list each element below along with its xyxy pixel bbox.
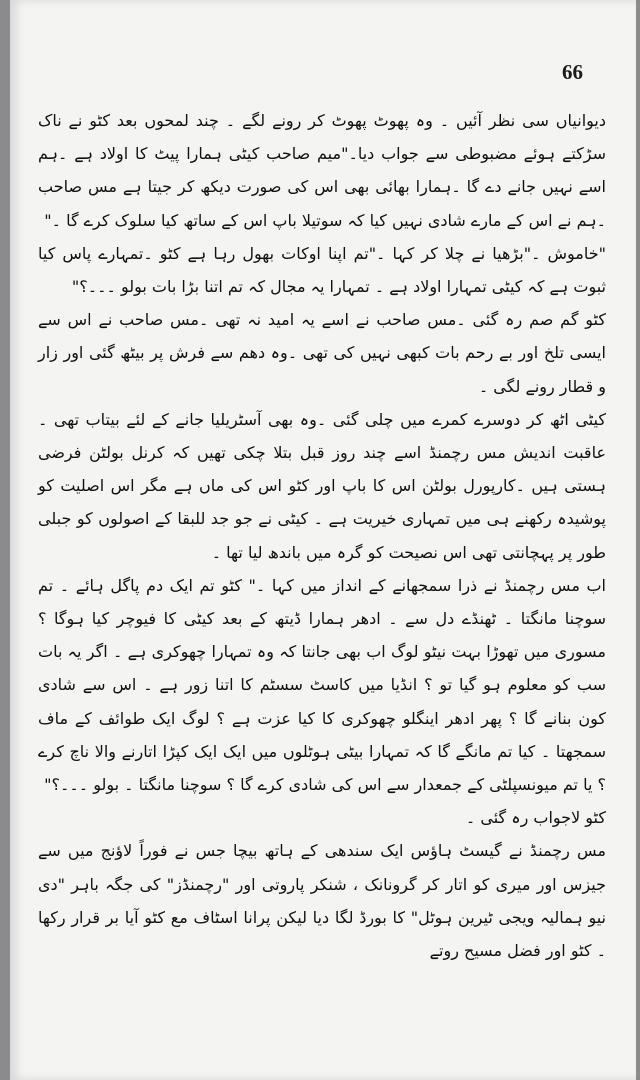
page-number: 66 [562,60,583,84]
paragraph: مس رچمنڈ نے گیسٹ ہاؤس ایک سندھی کے ہاتھ بیچا جس نے فوراً لاؤنج میں سے جیزس اور میری کو اتار کر گرونانک ، شنکر پاروتی اور "رچمنڈز" کی جگہ باہر "دی نیو ہمالیہ ویجی ٹیرین ہوٹل" کا بورڈ لگا دیا لیکن پرانا اسٹاف مع کٹو آیا بر قرار رکھا ۔ کٹو اور فضل مسیح روتے [38,841,606,961]
paragraph: کٹو لاجواب رہ گئی ۔ [465,808,606,828]
paragraph: اب مس رچمنڈ نے ذرا سمجھانے کے انداز میں کہا ۔" کٹو تم ایک دم پاگل ہائے ۔ تم سوچنا مانگتا ۔ ٹھنڈے دل سے ۔ ادھر ہمارا ڈیتھ کے بعد کیٹی کا فیوچر کیا ہوگا ؟ مسوری میں تھوڑا بہت نیٹو لوگ اب بھی جانتا کہ وہ تمہارا چھوکری ہے ۔ اگر یہ بات سب کو معلوم ہو گیا تو ؟ انڈیا میں کاسٹ سسٹم کا اتنا زور ہے ۔ اس سے شادی کون بنانے گا ؟ پھر ادھر اینگلو چھوکری کا کیا عزت ہے ؟ لوگ ایک طوائف کے ماف سمجھتا ۔ کیا تم مانگے گا کہ تمہارا بیٹی ہوٹلوں میں ایک ایک کپڑا اتارنے والا ناچ کرے ؟ یا تم میونسپلٹی کے جمعدار سے اس کی شادی کرے گا ؟ سوچنا مانگتا ۔ بولو ۔۔۔؟" [38,575,606,795]
paragraph: کٹو گم صم رہ گئی ۔مس صاحب نے اسے یہ امید نہ تھی ۔مس صاحب نے اس سے ایسی تلخ اور بے رحم بات کبھی نہیں کی تھی ۔وہ دھم سے فرش پر بیٹھ گئی اور زار و قطار رونے لگی ۔ [38,310,606,396]
paragraph: دیوانیاں سی نظر آئیں ۔ وہ پھوٹ پھوٹ کر رونے لگے ۔ چند لمحوں بعد کٹو نے ناک سڑکتے ہوئے مضبوطی سے جواب دیا۔"میم صاحب کیٹی ہمارا پیٹ کا اولاد ہے ۔ہم اسے نہیں جانے دے گا ۔ہمارا بھائی بھی اس کی صورت دیکھ کر جیتا ہے مس صاحب ۔ہم نے اس کے مارے شادی نہیں کیا کہ سوتیلا باپ اس کے ساتھ کیا سلوک کرے گا ۔" [38,111,606,230]
paragraph: "خاموش ۔"بڑھیا نے چلا کر کہا ۔"تم اپنا اوکات بھول رہا ہے کٹو ۔تمہارے پاس کیا ثبوت ہے کہ کیٹی تمہارا اولاد ہے ۔ تمہارا یہ مجال کہ تم اتنا بڑا بات بولو ۔۔۔؟" [38,243,606,297]
book-page [10,0,636,1080]
page-body-text [38,104,606,967]
paragraph: کیٹی اٹھ کر دوسرے کمرے میں چلی گئی ۔وہ بھی آسٹریلیا جانے کے لئے بیتاب تھی ۔عاقبت اندیش مس رچمنڈ اسے چند روز قبل بتلا چکی تھیں کہ کرنل بولٹن فرضی ہستی ہیں ۔کارپورل بولٹن اس کا باپ اور کٹو اس کی ماں ہے مگر اس اصلیت کو پوشیدہ رکھنے ہی میں تمہاری خیریت ہے ۔ کیٹی نے جو جد للبقا کے اصولوں کو جبلی طور پر پہچانتی تھی اس نصیحت کو گرہ میں باندھ لیا تھا ۔ [38,409,606,562]
